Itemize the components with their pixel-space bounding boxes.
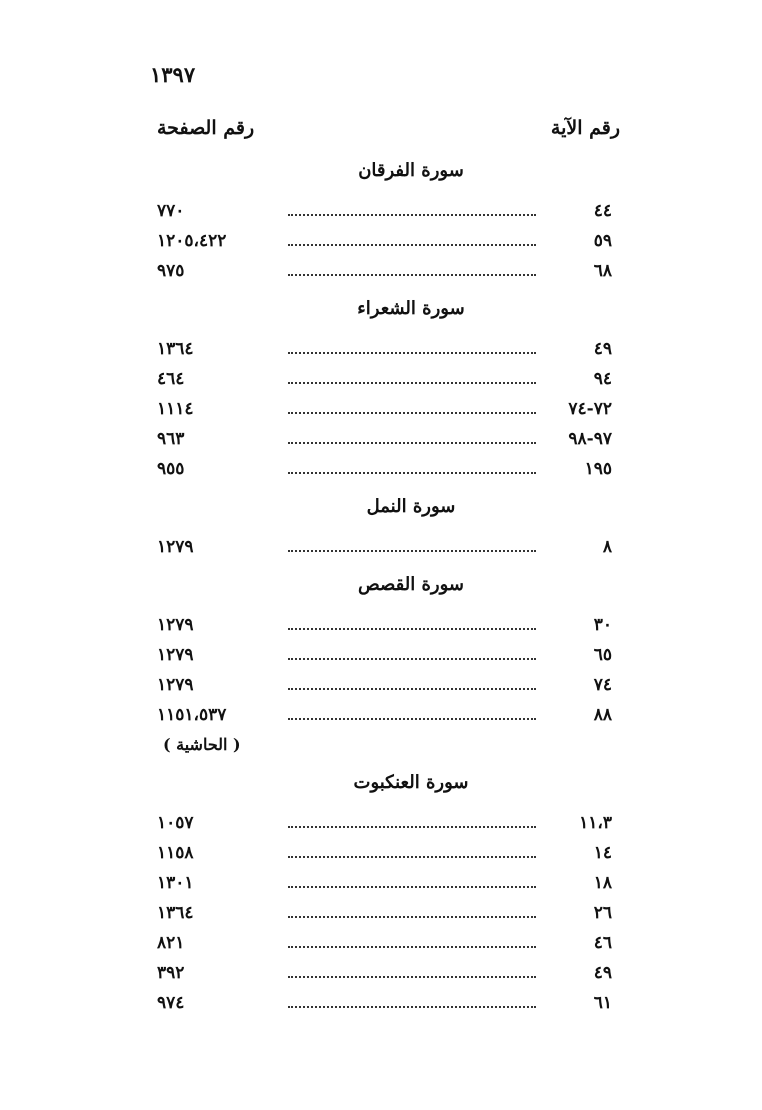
surah-section — [0, 768, 762, 1018]
index-row — [0, 196, 762, 226]
page-reference: ١٣٠١ — [157, 873, 194, 893]
dot-leader — [288, 826, 536, 828]
surah-title: سورة العنكبوت — [353, 772, 469, 793]
ayah-number: ٥٩ — [593, 231, 612, 251]
page-reference: ٩٥٥ — [157, 459, 185, 479]
surah-section — [0, 156, 762, 286]
ayah-number: ٤٩ — [593, 963, 612, 983]
index-row — [0, 958, 762, 988]
page-column-header: رقم الصفحة — [157, 117, 255, 139]
ayah-number: ٩٤ — [593, 369, 612, 389]
page-reference: ١١١٤ — [157, 399, 194, 419]
index-row — [0, 670, 762, 700]
page-reference: ١٣٦٤ — [157, 903, 194, 923]
dot-leader — [288, 472, 536, 474]
dot-leader — [288, 628, 536, 630]
index-row — [0, 256, 762, 286]
footnote-label: ( الحاشية ) — [163, 735, 241, 754]
ayah-number: ٦٨ — [593, 261, 612, 281]
surah-title: سورة الشعراء — [357, 298, 465, 319]
ayah-number: ١٩٥ — [584, 459, 612, 479]
page-reference: ١٢٠٥،٤٢٢ — [157, 231, 227, 251]
dot-leader — [288, 382, 536, 384]
ayah-number: ٧٤ — [593, 675, 612, 695]
ayah-number: ١٨ — [593, 873, 612, 893]
ayah-number: ٧٢-٧٤ — [568, 399, 612, 419]
dot-leader — [288, 976, 536, 978]
footnote-row — [0, 730, 762, 760]
index-row — [0, 394, 762, 424]
dot-leader — [288, 1006, 536, 1008]
surah-title: سورة القصص — [357, 574, 465, 595]
ayah-number: ٢٦ — [593, 903, 612, 923]
page-reference: ٣٩٢ — [157, 963, 185, 983]
page-reference: ٩٧٥ — [157, 261, 185, 281]
surah-section — [0, 570, 762, 760]
dot-leader — [288, 856, 536, 858]
ayah-number: ٨٨ — [593, 705, 612, 725]
index-row — [0, 808, 762, 838]
dot-leader — [288, 442, 536, 444]
ayah-number: ٦١ — [593, 993, 612, 1013]
page-reference: ١٢٧٩ — [157, 615, 194, 635]
index-row — [0, 898, 762, 928]
dot-leader — [288, 244, 536, 246]
index-row — [0, 868, 762, 898]
dot-leader — [288, 916, 536, 918]
dot-leader — [288, 718, 536, 720]
ayah-number: ٨ — [602, 537, 612, 557]
index-row — [0, 610, 762, 640]
page-reference: ٩٦٣ — [157, 429, 185, 449]
index-row — [0, 532, 762, 562]
index-content — [0, 150, 762, 1018]
page-reference: ١٢٧٩ — [157, 537, 194, 557]
ayah-column-header: رقم الآية — [550, 117, 620, 139]
index-row — [0, 424, 762, 454]
ayah-number: ٩٧-٩٨ — [568, 429, 612, 449]
page-reference: ٨٢١ — [157, 933, 185, 953]
dot-leader — [288, 274, 536, 276]
page-reference: ١١٥٨ — [157, 843, 194, 863]
surah-title: سورة النمل — [366, 496, 456, 517]
index-row — [0, 226, 762, 256]
dot-leader — [288, 550, 536, 552]
index-row — [0, 334, 762, 364]
dot-leader — [288, 352, 536, 354]
ayah-number: ٤٦ — [593, 933, 612, 953]
ayah-number: ٤٩ — [593, 339, 612, 359]
index-row — [0, 700, 762, 730]
dot-leader — [288, 214, 536, 216]
surah-section — [0, 294, 762, 484]
index-row — [0, 838, 762, 868]
index-row — [0, 454, 762, 484]
page-reference: ٧٧٠ — [157, 201, 185, 221]
dot-leader — [288, 412, 536, 414]
page-reference: ١٢٧٩ — [157, 675, 194, 695]
page-number: ١٣٩٧ — [150, 62, 196, 87]
surah-section — [0, 492, 762, 562]
index-row — [0, 988, 762, 1018]
page-reference: ٤٦٤ — [157, 369, 185, 389]
index-row — [0, 640, 762, 670]
dot-leader — [288, 658, 536, 660]
dot-leader — [288, 946, 536, 948]
ayah-number: ٣٠ — [593, 615, 612, 635]
page-reference: ١٠٥٧ — [157, 813, 194, 833]
dot-leader — [288, 688, 536, 690]
ayah-number: ١٤ — [593, 843, 612, 863]
ayah-number: ١١،٣ — [579, 813, 612, 833]
ayah-number: ٦٥ — [593, 645, 612, 665]
page-reference: ١٣٦٤ — [157, 339, 194, 359]
page-reference: ٩٧٤ — [157, 993, 185, 1013]
page-reference: ١١٥١،٥٣٧ — [157, 705, 227, 725]
page-reference: ١٢٧٩ — [157, 645, 194, 665]
index-row — [0, 364, 762, 394]
surah-title: سورة الفرقان — [358, 160, 464, 181]
index-row — [0, 928, 762, 958]
dot-leader — [288, 886, 536, 888]
ayah-number: ٤٤ — [593, 201, 612, 221]
